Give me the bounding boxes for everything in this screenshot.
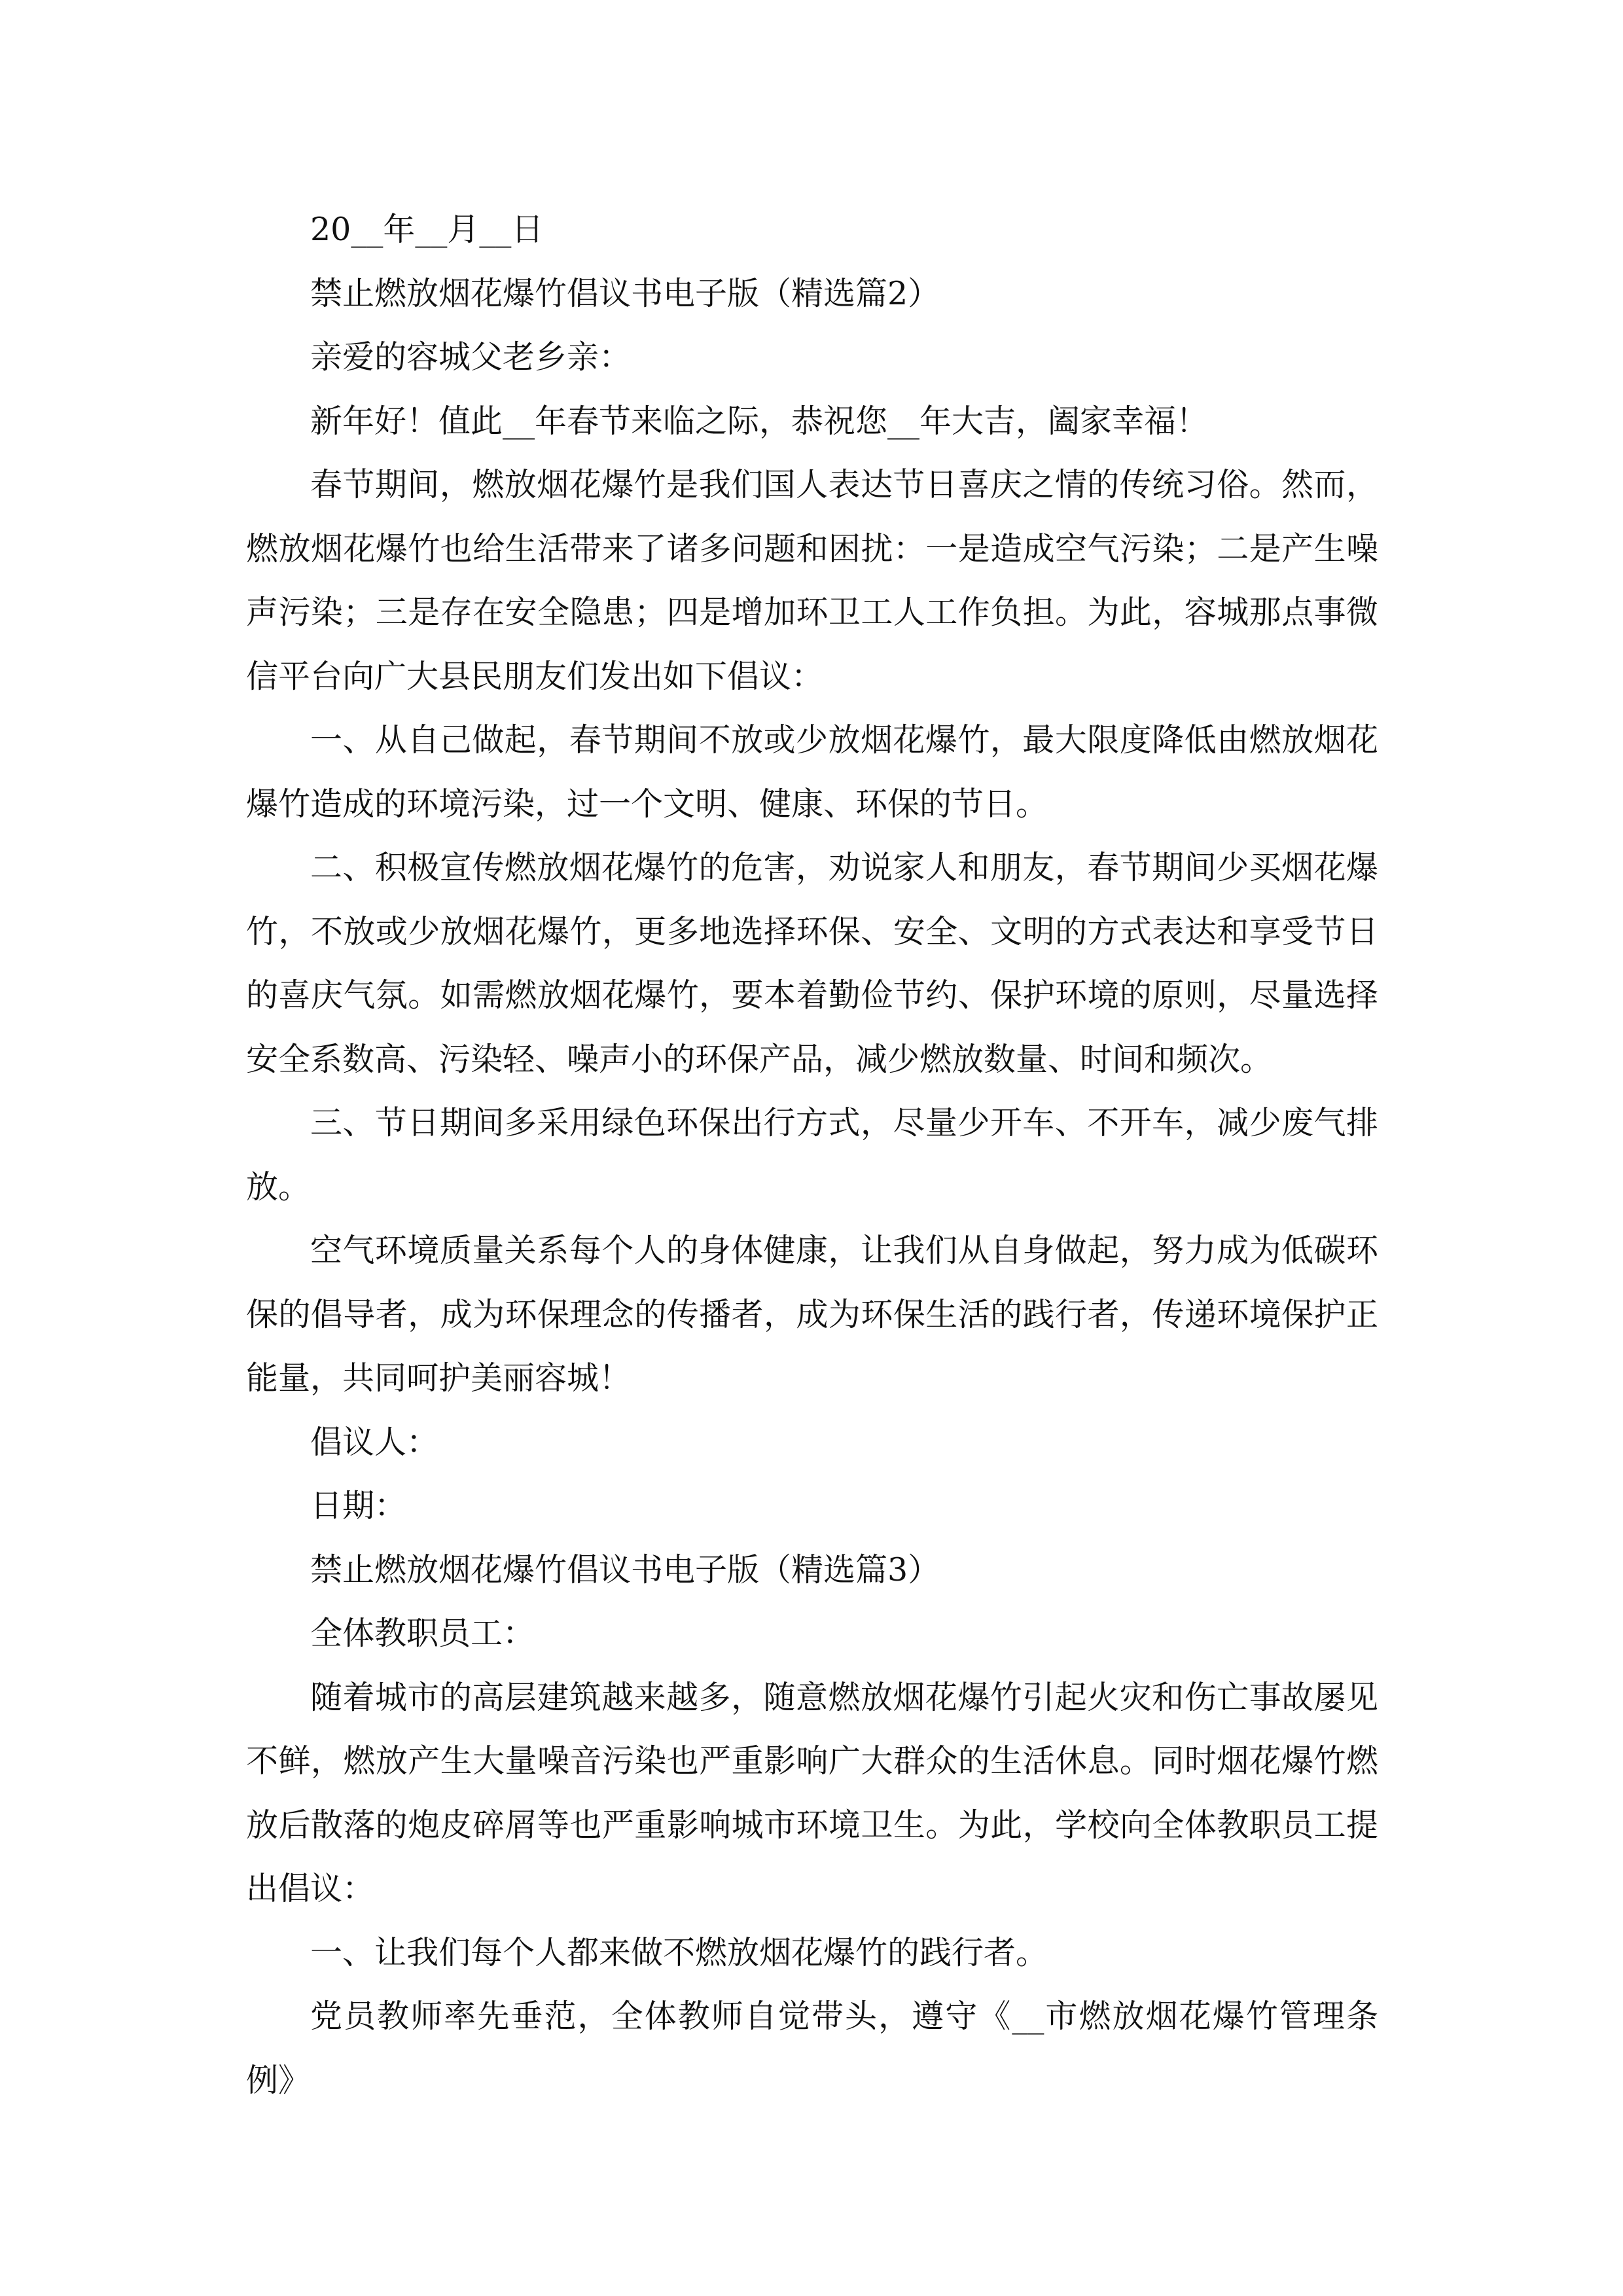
date-line: 20__年__月__日	[310, 211, 544, 248]
proposal-item-2: 二、积极宣传燃放烟花爆竹的危害，劝说家人和朋友，春节期间少买烟花爆竹，不放或少放烟花爆竹，更多地选择环保、安全、文明的方式表达和享受节日的喜庆气氛。如需燃放烟花爆竹，要本着勤俭节约、保护环境的原则，尽量选择安全系数高、污染轻、噪声小的环保产品，减少燃放数量、时间和频次。	[246, 849, 1378, 1078]
paragraph-closing: 空气环境质量关系每个人的身体健康，让我们从自身做起，努力成为低碳环保的倡导者，成为环保理念的传播者，成为环保生活的践行者，传递环境保护正能量，共同呵护美丽容城！	[246, 1232, 1378, 1397]
proposal-item-1: 一、从自己做起，春节期间不放或少放烟花爆竹，最大限度降低由燃放烟花爆竹造成的环境污染，过一个文明、健康、环保的节日。	[246, 721, 1378, 823]
salutation-2: 全体教职员工：	[310, 1615, 535, 1652]
proposer-label: 倡议人：	[310, 1423, 439, 1461]
salutation-1: 亲爱的容城父老乡亲：	[310, 338, 632, 376]
proposal-item-3: 三、节日期间多采用绿色环保出行方式，尽量少开车、不开车，减少废气排放。	[246, 1104, 1378, 1206]
paragraph-intro: 春节期间，燃放烟花爆竹是我们国人表达节日喜庆之情的传统习俗。然而，燃放烟花爆竹也给生活带来了诸多问题和困扰：一是造成空气污染；二是产生噪声污染；三是存在安全隐患；四是增加环卫工人工作负担。为此，容城那点事微信平台向广大县民朋友们发出如下倡议：	[246, 466, 1378, 695]
paragraph-last: 党员教师率先垂范，全体教师自觉带头，遵守《__市燃放烟花爆竹管理条例》	[246, 1998, 1378, 2099]
section-title-3: 禁止燃放烟花爆竹倡议书电子版（精选篇3）	[310, 1551, 940, 1588]
section-title-2: 禁止燃放烟花爆竹倡议书电子版（精选篇2）	[310, 274, 940, 312]
paragraph-background: 随着城市的高层建筑越来越多，随意燃放烟花爆竹引起火灾和伤亡事故屡见不鲜，燃放产生大量噪音污染也严重影响广大群众的生活休息。同时烟花爆竹燃放后散落的炮皮碎屑等也严重影响城市环境卫生。为此，学校向全体教职员工提出倡议：	[246, 1678, 1378, 1907]
greeting: 新年好！值此__年春节来临之际，恭祝您__年大吉，阖家幸福！	[310, 402, 1209, 440]
school-item-1: 一、让我们每个人都来做不燃放烟花爆竹的践行者。	[310, 1933, 1048, 1971]
document-body	[246, 198, 1378, 2112]
date-label: 日期：	[310, 1487, 407, 1524]
